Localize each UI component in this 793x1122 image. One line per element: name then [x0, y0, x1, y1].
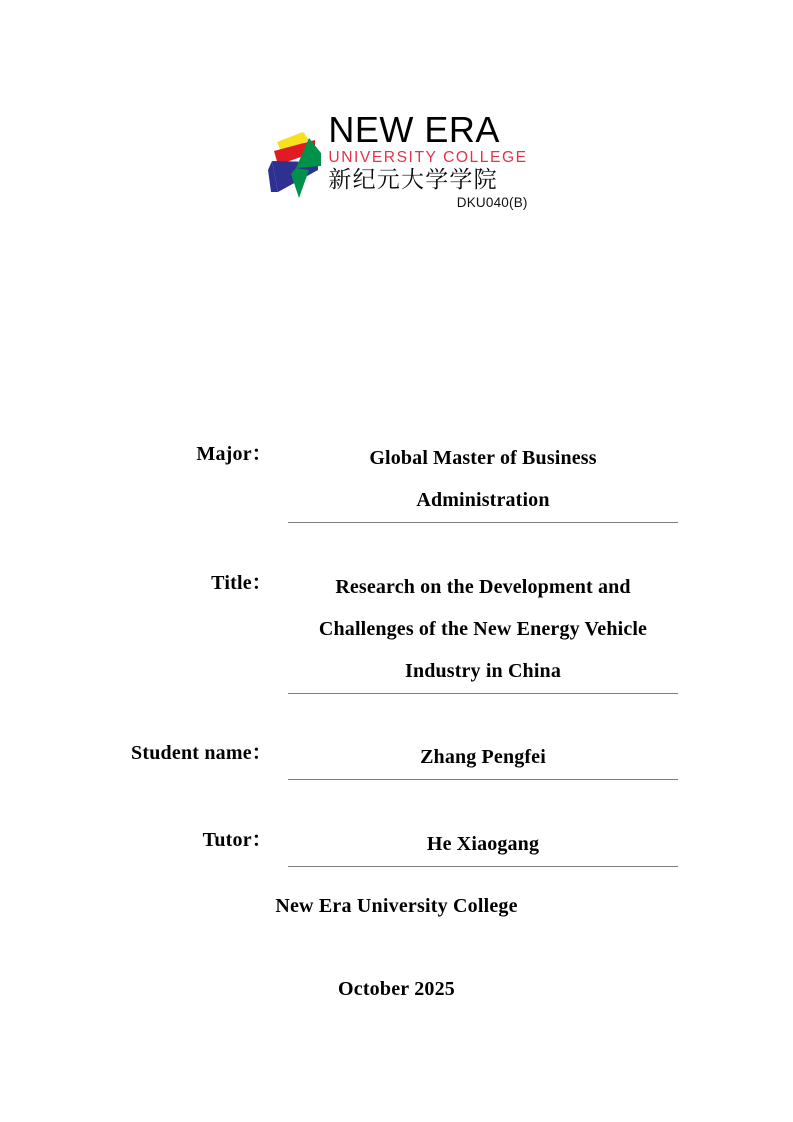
major-value — [288, 437, 678, 522]
logo-text-group — [328, 109, 528, 210]
student-name-value-line-1: Zhang Pengfei — [420, 746, 546, 768]
major-value-line-2: Administration — [416, 489, 550, 511]
logo-subtitle-en: UNIVERSITY COLLEGE — [328, 149, 528, 167]
title-value-line-1: Research on the Development and — [335, 576, 631, 598]
student-name-value-field[interactable] — [288, 736, 678, 780]
student-name-value — [288, 736, 678, 779]
tutor-value-line-1: He Xiaogang — [426, 833, 540, 855]
title-value — [288, 566, 678, 693]
title-value-line-2: Challenges of the New Energy Vehicle — [318, 618, 648, 640]
student-name-label: Student name： — [131, 742, 272, 764]
tutor-label: Tutor： — [202, 829, 272, 851]
institution-logo — [0, 109, 793, 210]
title-value-line-3: Industry in China — [405, 660, 561, 682]
major-value-line-1: Global Master of Business — [369, 447, 597, 469]
logo-registration-code: DKU040(B) — [456, 194, 528, 210]
tutor-value-field[interactable] — [288, 823, 678, 867]
institution-name: New Era University College — [275, 895, 518, 917]
tutor-value — [288, 823, 678, 866]
title-label: Title： — [211, 572, 272, 594]
new-era-arrow-mark-icon — [265, 118, 321, 208]
major-value-field[interactable] — [288, 437, 678, 523]
logo-inner — [265, 109, 528, 210]
submission-date: October 2025 — [337, 978, 455, 1000]
logo-name-en: NEW ERA — [328, 109, 500, 150]
title-value-field[interactable] — [288, 566, 678, 694]
logo-name-zh: 新纪元大学学院 — [328, 166, 498, 193]
major-label: Major： — [196, 443, 272, 465]
